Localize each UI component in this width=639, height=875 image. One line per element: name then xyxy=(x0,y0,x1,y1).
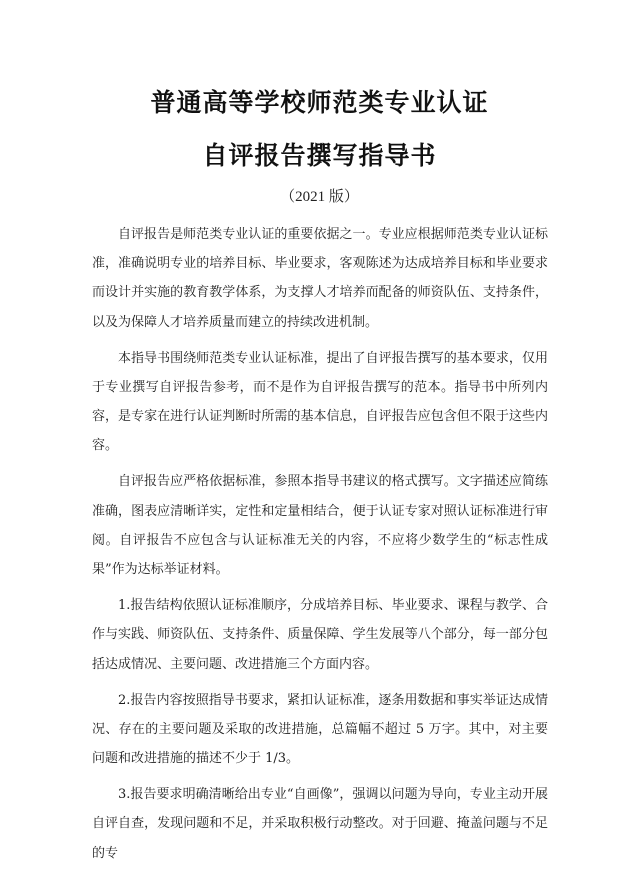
paragraph-requirements: 自评报告应严格依据标准，参照本指导书建议的格式撰写。文字描述应简练准确，图表应清晰详实，定性和定量相结合，便于认证专家对照认证标准进行审阅。自评报告不应包含与认证标准无关的内容，不应将少数学生的“标志性成果”作为达标举证材料。 xyxy=(92,474,548,578)
document-subtitle: 自评报告撰写指导书 xyxy=(202,141,437,170)
paragraph-intro: 自评报告是师范类专业认证的重要依据之一。专业应根据师范类专业认证标准，准确说明专业的培养目标、毕业要求，客观陈述为达成培养目标和毕业要求而设计并实施的教育教学体系，为支撑人才培养而配备的师资队伍、支持条件，以及为保障人才培养质量而建立的持续改进机制。 xyxy=(92,227,548,330)
paragraph-item-3: 3.报告要求明确清晰给出专业“自画像”，强调以问题为导向，专业主动开展自评自查，发现问题和不足，并采取积极行动整改。对于回避、掩盖问题与不足的专 xyxy=(92,787,548,861)
document-title: 普通高等学校师范类专业认证 xyxy=(150,88,489,117)
edition-label: （2021 版） xyxy=(280,189,359,205)
body-text xyxy=(92,220,548,875)
paragraph-item-2: 2.报告内容按照指导书要求，紧扣认证标准，逐条用数据和事实举证达成情况、存在的主要问题及采取的改进措施，总篇幅不超过 5 万字。其中，对主要问题和改进措施的描述不少于 1/3。 xyxy=(92,692,548,767)
paragraph-purpose: 本指导书围绕师范类专业认证标准，提出了自评报告撰写的基本要求，仅用于专业撰写自评报告参考，而不是作为自评报告撰写的范本。指导书中所列内容，是专家在进行认证判断时所需的基本信息，自评报告应包含但不限于这些内容。 xyxy=(92,350,548,454)
paragraph-item-1: 1.报告结构依照认证标准顺序，分成培养目标、毕业要求、课程与教学、合作与实践、师资队伍、支持条件、质量保障、学生发展等八个部分，每一部分包括达成情况、主要问题、改进措施三个方面内容。 xyxy=(92,598,548,672)
